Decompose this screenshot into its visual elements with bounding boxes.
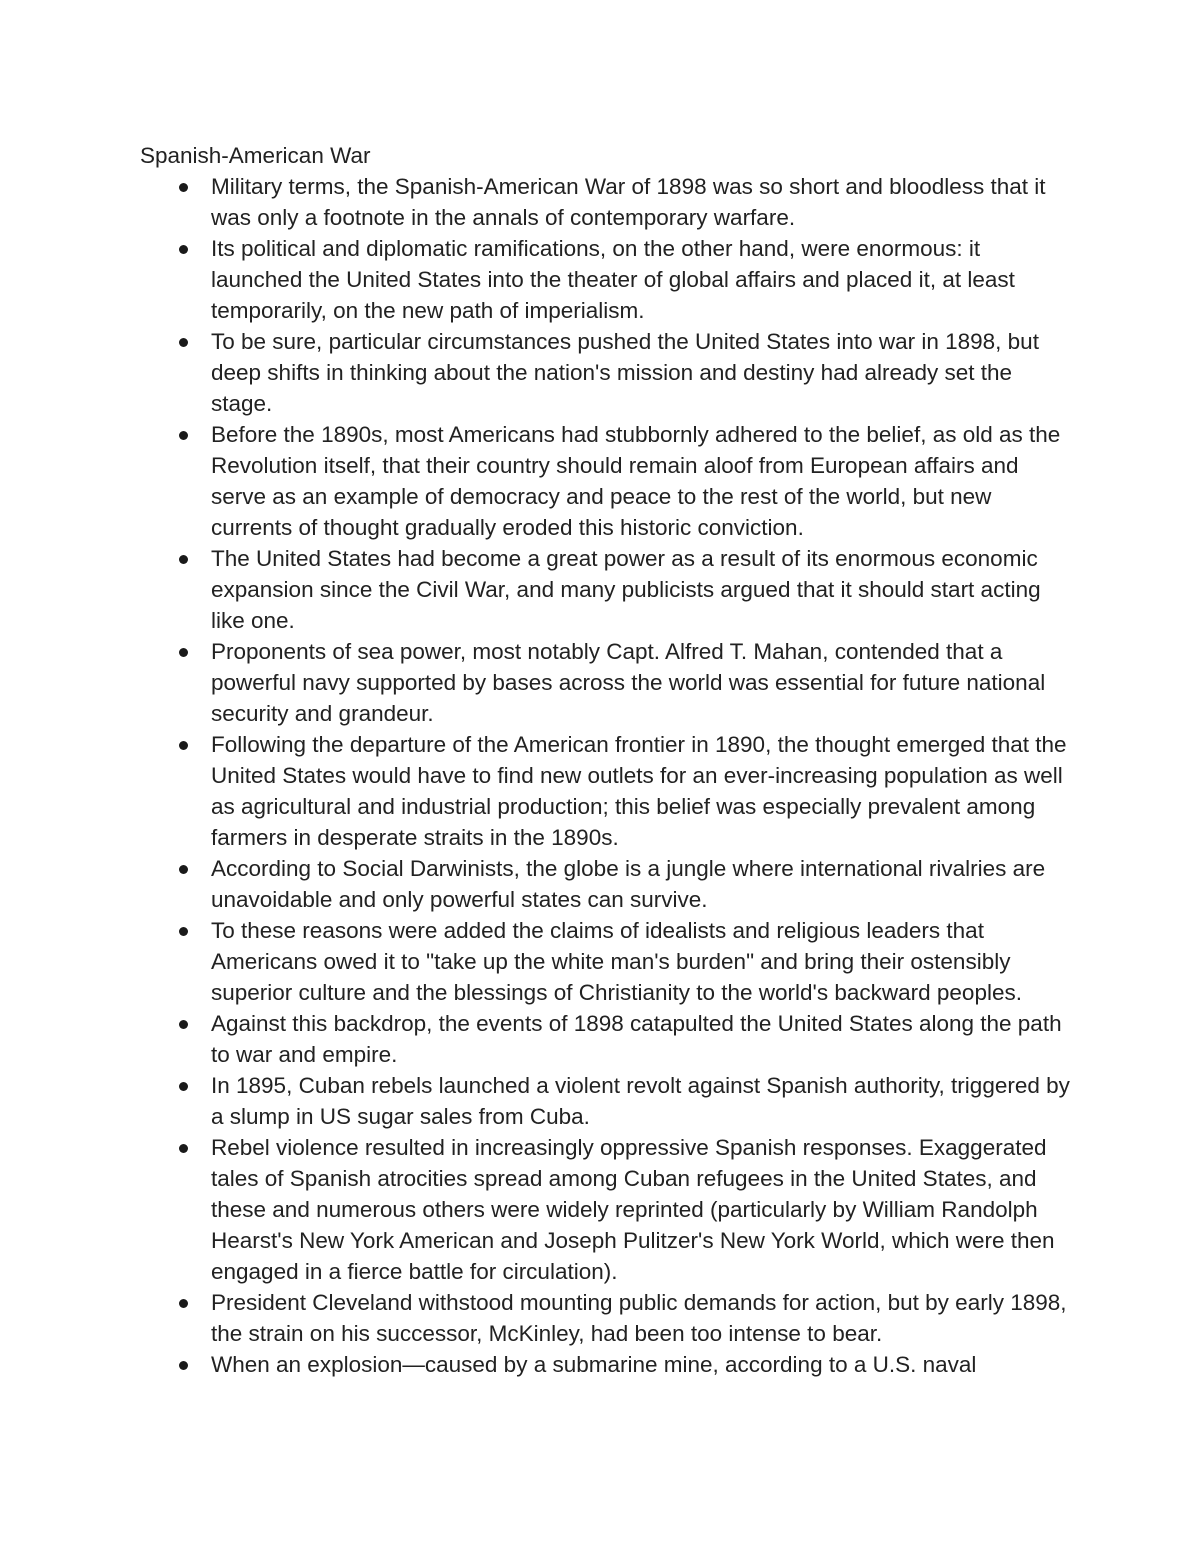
bullet-icon — [179, 741, 188, 750]
bullet-item — [140, 853, 1070, 915]
bullet-item — [140, 1008, 1070, 1070]
bullet-text: President Cleveland withstood mounting public demands for action, but by early 1898, the strain on his successor, McKinley, had been too intense to bear. — [211, 1290, 1067, 1346]
bullet-list — [140, 171, 1070, 1380]
bullet-text: Before the 1890s, most Americans had stubbornly adhered to the belief, as old as the Revolution itself, that their country should remain aloof from European affairs and serve as an example of democracy and peace to the rest of the world, but new currents of thought gradually eroded this historic conviction. — [211, 422, 1061, 540]
bullet-item — [140, 543, 1070, 636]
bullet-text: Military terms, the Spanish-American War of 1898 was so short and bloodless that it was only a footnote in the annals of contemporary warfare. — [211, 174, 1046, 230]
bullet-icon — [179, 1299, 188, 1308]
bullet-item — [140, 171, 1070, 233]
bullet-text: To these reasons were added the claims of idealists and religious leaders that Americans owed it to "take up the white man's burden" and bring their ostensibly superior culture and the blessings of Christianity to the world's backward peoples. — [211, 918, 1022, 1005]
bullet-icon — [179, 555, 188, 564]
bullet-item — [140, 729, 1070, 853]
bullet-text: According to Social Darwinists, the globe is a jungle where international rivalries are unavoidable and only powerful states can survive. — [211, 856, 1046, 912]
bullet-item — [140, 1070, 1070, 1132]
bullet-icon — [179, 245, 188, 254]
bullet-text: Rebel violence resulted in increasingly oppressive Spanish responses. Exaggerated tales of Spanish atrocities spread among Cuban refugees in the United States, and these and numerous others were widely reprinted (particularly by William Randolph Hearst's New York American and Joseph Pulitzer's New York World, which were then engaged in a fierce battle for circulation). — [211, 1135, 1055, 1284]
bullet-text: In 1895, Cuban rebels launched a violent revolt against Spanish authority, triggered by a slump in US sugar sales from Cuba. — [211, 1073, 1070, 1129]
bullet-icon — [179, 183, 188, 192]
bullet-text: Proponents of sea power, most notably Capt. Alfred T. Mahan, contended that a powerful navy supported by bases across the world was essential for future national security and grandeur. — [211, 639, 1046, 726]
bullet-text: Against this backdrop, the events of 1898 catapulted the United States along the path to war and empire. — [211, 1011, 1062, 1067]
bullet-text: Following the departure of the American frontier in 1890, the thought emerged that the United States would have to find new outlets for an ever-increasing population as well as agricultural and industrial production; this belief was especially prevalent among farmers in desperate straits in the 1890s. — [211, 732, 1067, 850]
bullet-item — [140, 1287, 1070, 1349]
bullet-item — [140, 233, 1070, 326]
bullet-icon — [179, 431, 188, 440]
bullet-icon — [179, 1361, 188, 1370]
bullet-icon — [179, 927, 188, 936]
bullet-text: The United States had become a great power as a result of its enormous economic expansion since the Civil War, and many publicists argued that it should start acting like one. — [211, 546, 1041, 633]
document-page — [140, 140, 1070, 1380]
document-title: Spanish-American War — [140, 143, 371, 168]
bullet-icon — [179, 865, 188, 874]
bullet-icon — [179, 1144, 188, 1153]
bullet-icon — [179, 1082, 188, 1091]
bullet-icon — [179, 338, 188, 347]
bullet-text: Its political and diplomatic ramifications, on the other hand, were enormous: it launched the United States into the theater of global affairs and placed it, at least temporarily, on the new path of imperialism. — [211, 236, 1015, 323]
bullet-text: To be sure, particular circumstances pushed the United States into war in 1898, but deep shifts in thinking about the nation's mission and destiny had already set the stage. — [211, 329, 1039, 416]
bullet-icon — [179, 1020, 188, 1029]
bullet-item — [140, 326, 1070, 419]
bullet-item — [140, 419, 1070, 543]
bullet-item — [140, 915, 1070, 1008]
bullet-icon — [179, 648, 188, 657]
bullet-text: When an explosion—caused by a submarine mine, according to a U.S. naval — [211, 1352, 977, 1377]
bullet-item — [140, 1132, 1070, 1287]
bullet-item — [140, 636, 1070, 729]
bullet-item — [140, 1349, 1070, 1380]
